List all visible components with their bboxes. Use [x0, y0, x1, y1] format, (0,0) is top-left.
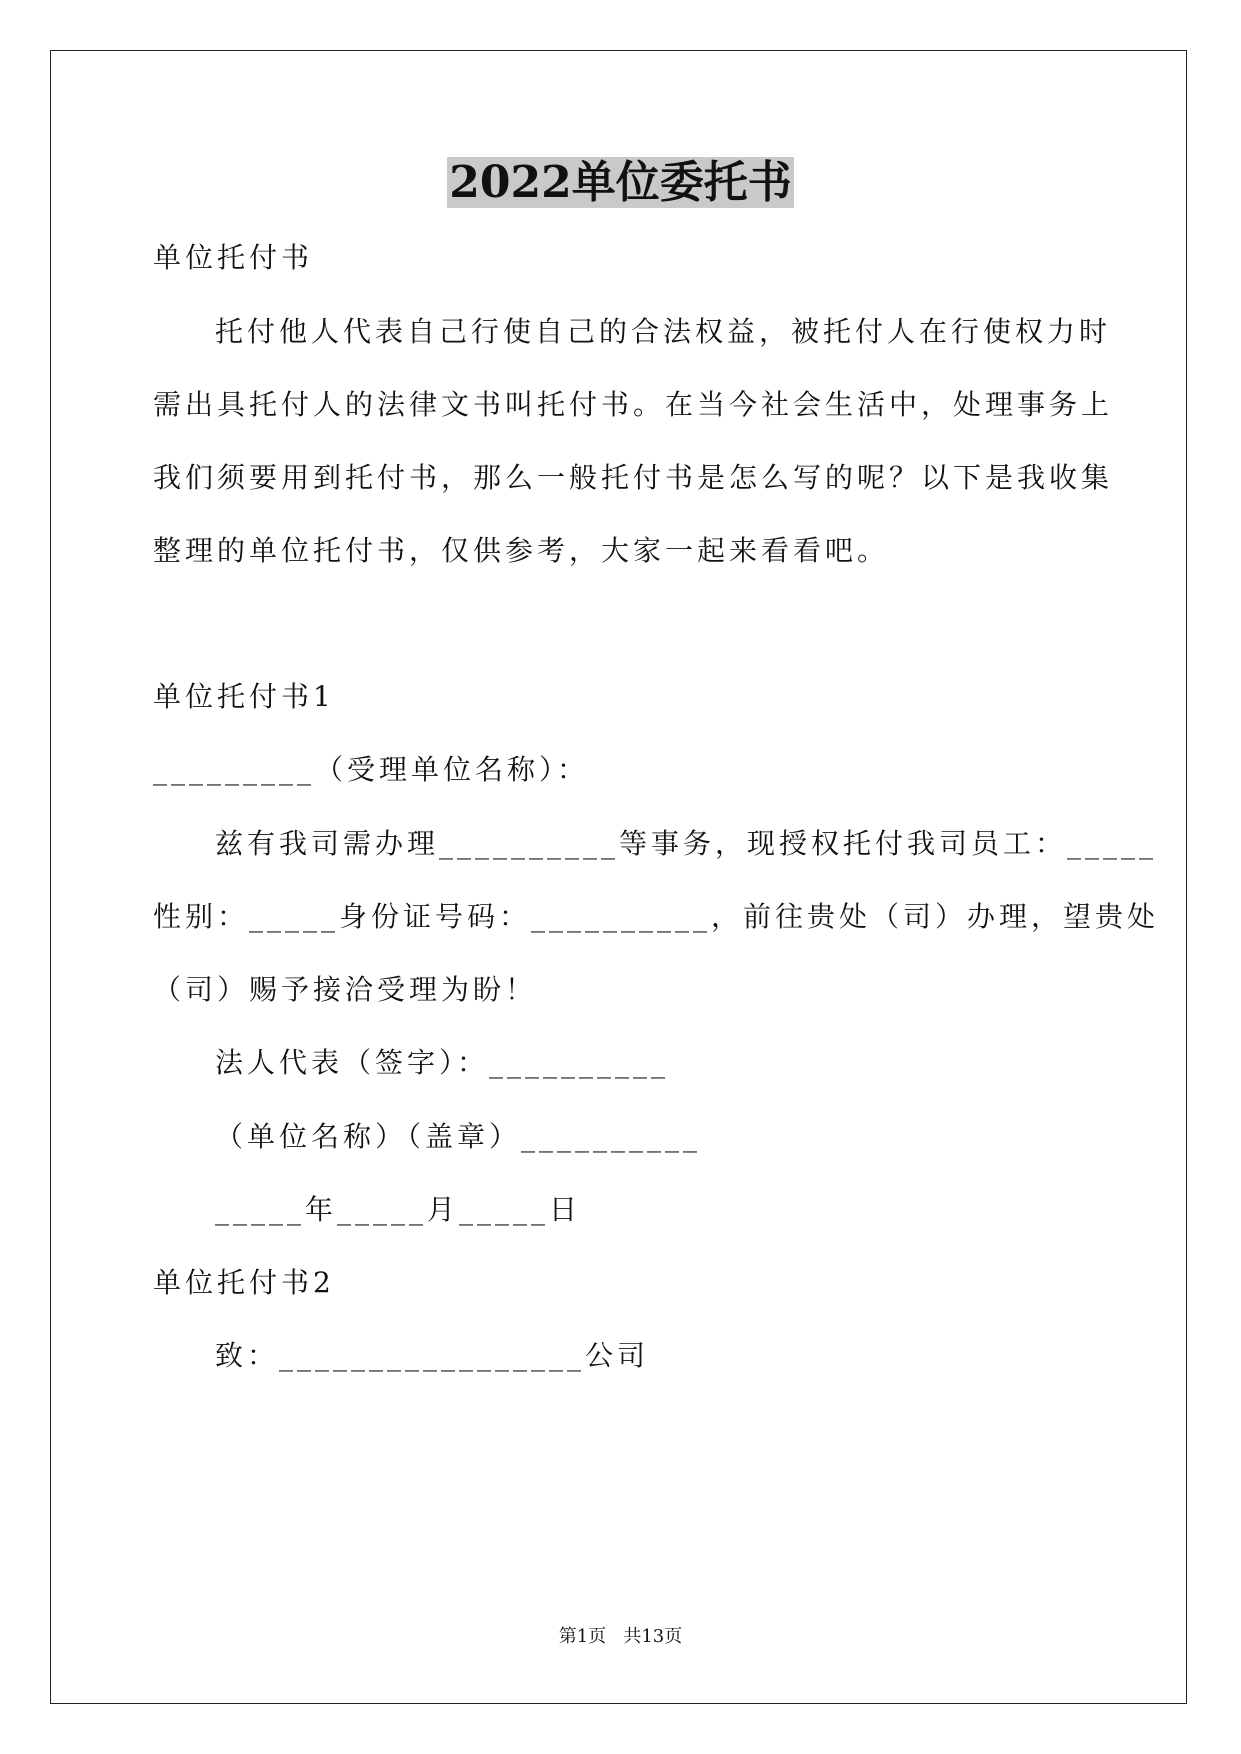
section1-body-line-3: （司）赐予接洽受理为盼！	[153, 973, 538, 1006]
section1-date: _____年_____月_____日	[215, 1193, 582, 1226]
page-footer: 第1页 共13页	[558, 1626, 683, 1647]
section1-addressee: _________（受理单位名称）：	[153, 753, 590, 786]
section1-body-line-1: 兹有我司需办理__________等事务，现授权托付我司员工：_____	[215, 827, 1158, 860]
page-border	[50, 50, 1187, 1704]
document-title	[0, 153, 1241, 213]
title-text: 2022单位委托书	[449, 157, 792, 208]
intro-line-4: 整理的单位托付书，仅供参考，大家一起来看看吧。	[153, 534, 890, 567]
section1-body-line-2: 性别：_____身份证号码：__________，前往贵处（司）办理，望贵处	[153, 900, 1160, 933]
intro-line-2: 需出具托付人的法律文书叫托付书。在当今社会生活中，处理事务上	[153, 388, 1114, 421]
intro-line-1: 托付他人代表自己行使自己的合法权益，被托付人在行使权力时	[215, 315, 1112, 348]
section1-heading: 单位托付书1	[153, 680, 335, 713]
document-heading: 单位托付书	[153, 241, 314, 274]
section2-addressee: 致：_________________公司	[215, 1339, 650, 1372]
section1-signature: 法人代表（签字）：__________	[215, 1046, 670, 1079]
intro-line-3: 我们须要用到托付书，那么一般托付书是怎么写的呢？以下是我收集	[153, 461, 1114, 494]
section1-seal: （单位名称）（盖章）__________	[215, 1120, 702, 1153]
section2-heading: 单位托付书2	[153, 1266, 335, 1299]
